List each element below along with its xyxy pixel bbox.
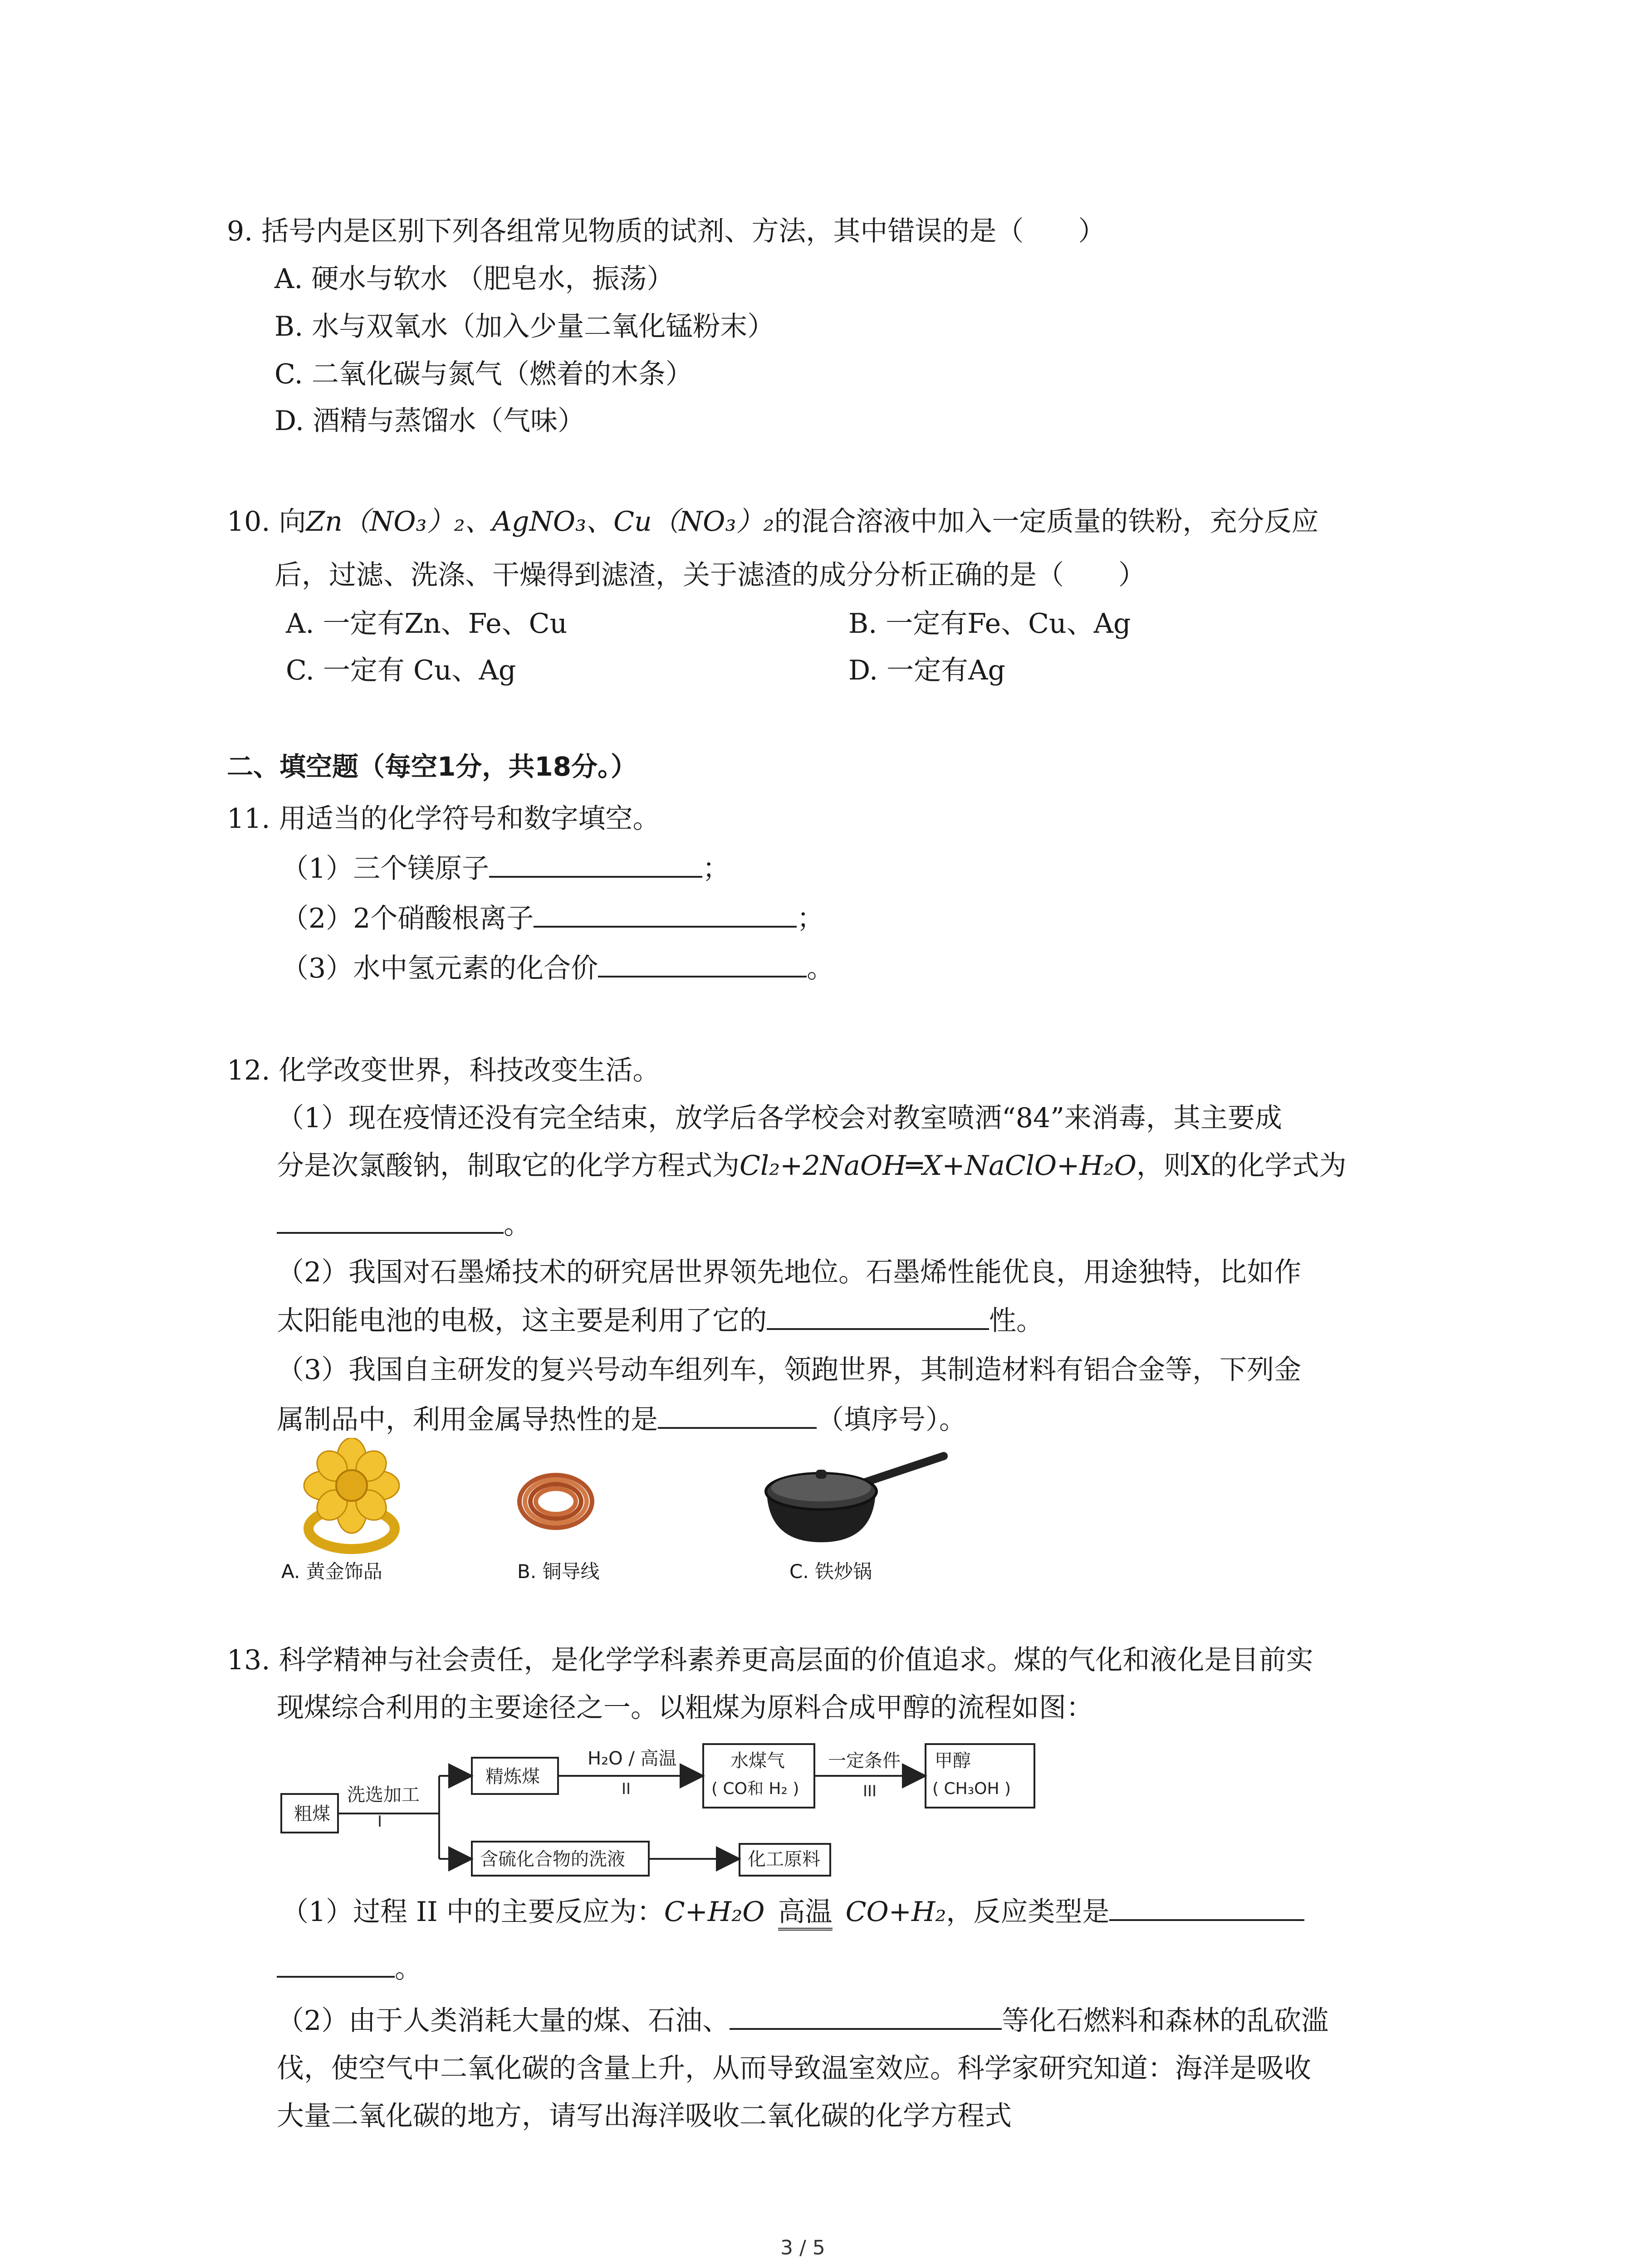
- q13-p1-end: 。: [395, 1953, 422, 1984]
- image-caption-b: B. 铜导线: [517, 1560, 600, 1583]
- q12-p3-suffix: （填序号）。: [817, 1404, 966, 1436]
- q13-p1-blank[interactable]: [1109, 1897, 1304, 1921]
- q12-p2-blank[interactable]: [767, 1305, 989, 1330]
- q11-item-1-end: ；: [702, 853, 730, 885]
- q9-stem: 9. 括号内是区别下列各组常见物质的试剂、方法，其中错误的是（ ）: [227, 215, 1106, 247]
- q10-stem-prefix: 10. 向: [227, 506, 306, 538]
- q11-item-2: [281, 900, 824, 937]
- q12-p1-prefix: 分是次氯酸钠，制取它的化学方程式为: [277, 1150, 740, 1182]
- flow-step1-label: 洗选加工: [347, 1784, 420, 1805]
- image-caption-c: C. 铁炒锅: [789, 1560, 872, 1583]
- q13-p1-eq-right: CO+H₂: [845, 1896, 946, 1928]
- wok-icon: [753, 1452, 948, 1547]
- flow-product-line2: ( CH₃OH ): [932, 1779, 1011, 1798]
- q12-p2-suffix: 性。: [989, 1305, 1043, 1337]
- q12-p1-answer: [277, 1207, 531, 1243]
- q10-option-b: B. 一定有Fe、Cu、Ag: [848, 608, 1131, 640]
- q11-item-2-end: ；: [797, 903, 824, 934]
- q10-stem-line2: 后，过滤、洗涤、干燥得到滤渣，关于滤渣的成分分析正确的是（ ）: [274, 559, 1146, 591]
- gold-ring-icon: [290, 1438, 413, 1556]
- q12-stem: 12. 化学改变世界，科技改变生活。: [227, 1055, 660, 1086]
- q11-item-3: [281, 950, 834, 987]
- q12-p2-line1: （2）我国对石墨烯技术的研究居世界领先地位。石墨烯性能优良，用途独特，比如作: [277, 1256, 1302, 1288]
- section-title: 二、填空题（每空1分，共18分。）: [227, 751, 637, 782]
- q13-p2-line2: 伐，使空气中二氧化碳的含量上升，从而导致温室效应。科学家研究知道：海洋是吸收: [277, 2053, 1311, 2084]
- q12-p1-line2: [277, 1148, 1347, 1184]
- q12-p3-line1: （3）我国自主研发的复兴号动车组列车，领跑世界，其制造材料有铝合金等，下列金: [277, 1354, 1302, 1386]
- q9-option-b: B. 水与双氧水（加入少量二氧化锰粉末）: [274, 311, 775, 342]
- q11-item-3-label: （3）水中氢元素的化合价: [281, 953, 598, 984]
- q13-p2-suffix: 等化石燃料和森林的乱砍滥: [1002, 2005, 1329, 2037]
- q13-p1-prefix: （1）过程 II 中的主要反应为：: [281, 1896, 664, 1928]
- flow-step2-label: H₂O / 高温: [588, 1748, 677, 1769]
- q11-item-3-end: 。: [807, 953, 834, 984]
- q11-item-2-label: （2）2个硝酸根离子: [281, 903, 534, 934]
- q12-p2-prefix: 太阳能电池的电极，这主要是利用了它的: [277, 1305, 767, 1337]
- flow-gas-line2: ( CO和 H₂ ): [711, 1779, 799, 1798]
- q9-option-c: C. 二氧化碳与氮气（燃着的木条）: [274, 358, 693, 390]
- image-caption-a: A. 黄金饰品: [281, 1560, 382, 1583]
- q12-p3-blank[interactable]: [658, 1404, 817, 1429]
- flow-refined-text: 精炼煤: [485, 1766, 540, 1787]
- q13-p1-suffix: ，反应类型是: [946, 1896, 1110, 1928]
- q11-item-1: [281, 850, 730, 887]
- q12-p1-suffix: ，则X的化学式为: [1136, 1150, 1347, 1182]
- q12-p1-line1: （1）现在疫情还没有完全结束，放学后各学校会对教室喷洒“84”来消毒，其主要成: [277, 1102, 1282, 1134]
- page-number: 3 / 5: [780, 2236, 825, 2259]
- flow-gas-line1: 水煤气: [730, 1750, 785, 1771]
- flow-chem-text: 化工原料: [748, 1849, 820, 1870]
- flow-raw-text: 粗煤: [294, 1804, 330, 1824]
- q9-option-d: D. 酒精与蒸馏水（气味）: [274, 405, 585, 437]
- q10-stem-suffix: 的混合溶液中加入一定质量的铁粉，充分反应: [774, 506, 1319, 538]
- q13-p1-condition: 高温: [778, 1896, 833, 1931]
- q10-option-d: D. 一定有Ag: [848, 655, 1005, 686]
- q13-stem-line1: 13. 科学精神与社会责任，是化学学科素养更高层面的价值追求。煤的气化和液化是目前实: [227, 1644, 1313, 1676]
- coal-to-methanol-flowchart: [272, 1733, 1043, 1896]
- q13-p2-line3: 大量二氧化碳的地方，请写出海洋吸收二氧化碳的化学方程式: [277, 2100, 1012, 2132]
- flow-step1-num: I: [377, 1813, 382, 1831]
- q12-p3-prefix: 属制品中，利用金属导热性的是: [277, 1404, 658, 1436]
- q12-p1-equation: Cl₂+2NaOH═X+NaClO+H₂O: [740, 1150, 1136, 1182]
- q9-option-a: A. 硬水与软水 （肥皂水，振荡）: [274, 263, 674, 295]
- q13-p1-answer: [277, 1950, 422, 1987]
- q10-option-a: A. 一定有Zn、Fe、Cu: [286, 608, 568, 640]
- q13-p1-blank-continued[interactable]: [277, 1953, 395, 1978]
- q13-p2-prefix: （2）由于人类消耗大量的煤、石油、: [277, 2005, 730, 2037]
- q10-stem-chem: Zn（NO₃）₂、AgNO₃、Cu（NO₃）₂: [306, 506, 774, 538]
- copper-wire-icon: [513, 1467, 599, 1535]
- q13-p1-line1: [281, 1894, 1304, 1930]
- q11-item-2-blank[interactable]: [534, 903, 797, 928]
- flow-step2-num: II: [622, 1780, 631, 1798]
- q12-p1-end: 。: [504, 1209, 531, 1241]
- q13-p1-eq-left: C+H₂O: [664, 1896, 765, 1928]
- flow-waste-text: 含硫化合物的洗液: [480, 1849, 625, 1870]
- q11-stem: 11. 用适当的化学符号和数字填空。: [227, 803, 660, 835]
- q10-option-c: C. 一定有 Cu、Ag: [286, 655, 516, 686]
- q12-p3-line2: [277, 1402, 966, 1438]
- q11-item-1-label: （1）三个镁原子: [281, 853, 490, 885]
- q11-item-3-blank[interactable]: [598, 953, 807, 978]
- q10-stem: [227, 503, 1318, 540]
- q12-p2-line2: [277, 1303, 1043, 1339]
- q13-p2-blank[interactable]: [730, 2005, 1002, 2030]
- q13-stem-line2: 现煤综合利用的主要途径之一。以粗煤为原料合成甲醇的流程如图：: [277, 1692, 1093, 1724]
- q13-p2-line1: [277, 2003, 1328, 2039]
- flow-step3-label: 一定条件: [828, 1750, 901, 1771]
- flow-step3-num: III: [863, 1782, 877, 1800]
- q11-item-1-blank[interactable]: [489, 853, 702, 878]
- flow-product-line1: 甲醇: [935, 1750, 971, 1771]
- q12-p1-blank[interactable]: [277, 1209, 504, 1234]
